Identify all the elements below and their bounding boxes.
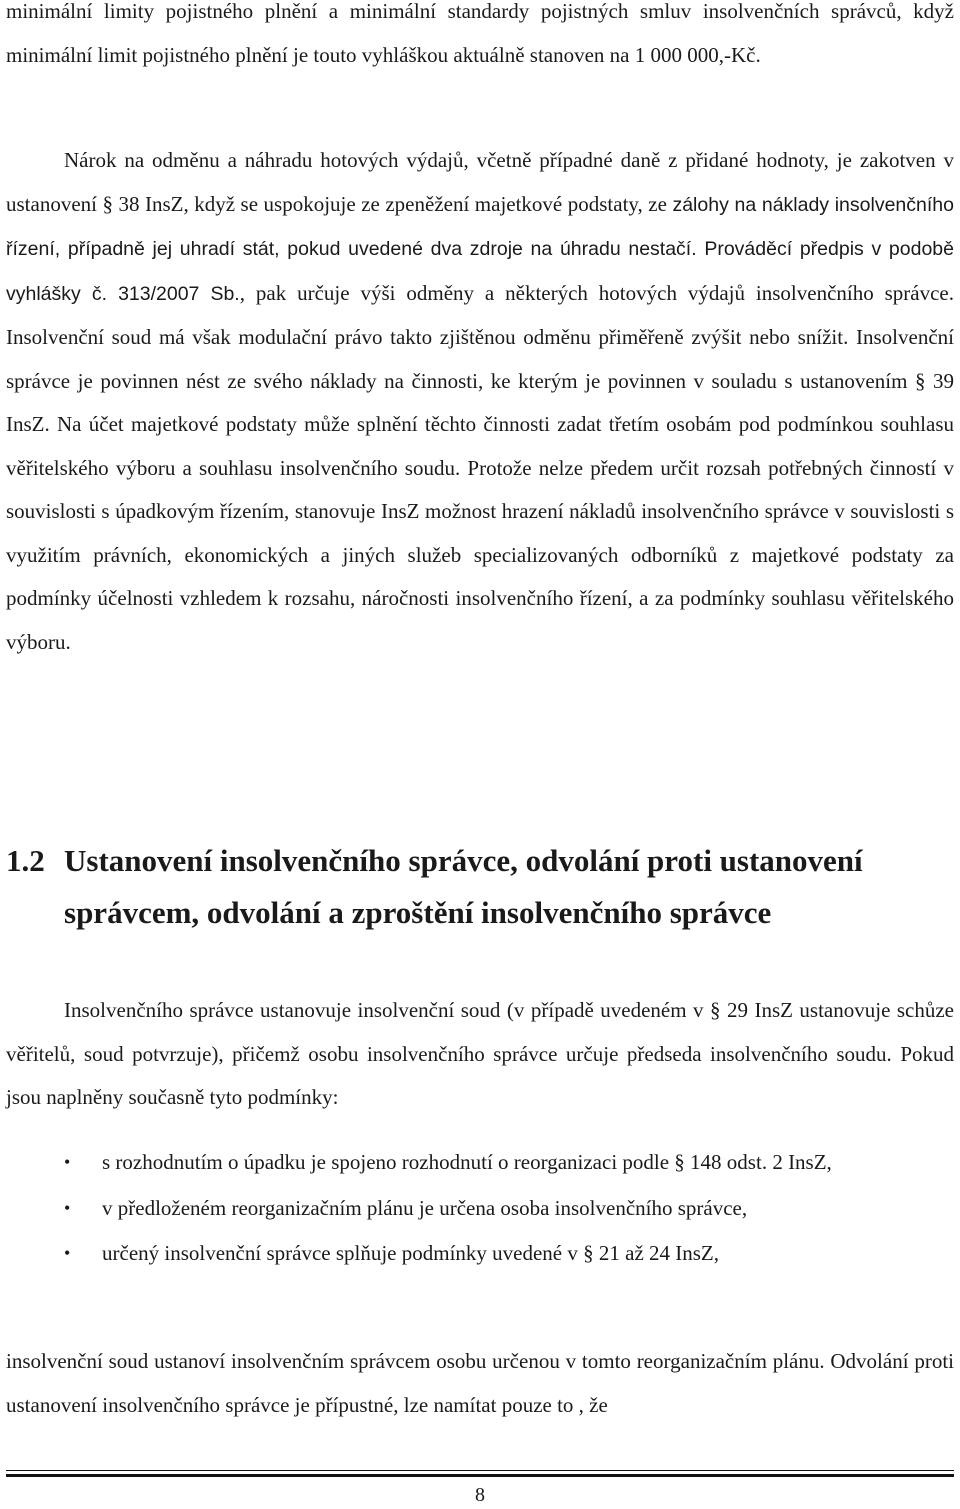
list-item-text: určený insolvenční správce splňuje podmínky uvedené v § 21 až 24 InsZ, — [102, 1241, 720, 1265]
bullet-icon: • — [64, 1152, 71, 1172]
paragraph-text: minimální limity pojistného plnění a minimální standardy pojistných smluv insolvenčních správců, když minimální limit pojistného plnění je touto vyhláškou aktuálně stanoven na 1 000 000,-Kč. — [6, 0, 954, 67]
paragraph-insurance-limits — [6, 0, 954, 77]
paragraph-text-sans: zálohy na náklady insolvenčního řízení, případně jej uhradí stát, pokud uvedené dva zdroje na úhradu nestačí. Prováděcí předpis v podobě vyhlášky č. 313/2007 Sb. — [6, 193, 954, 305]
section-title-line2: správcem, odvolání a zproštění insolvenčního správce — [64, 895, 772, 930]
paragraph-text: insolvenční soud ustanoví insolvenčním správcem osobu určenou v tomto reorganizačním plánu. Odvolání proti ustanovení insolvenčního správce je přípustné, lze namítat pouze to , že — [6, 1349, 954, 1417]
footer-divider — [6, 1470, 954, 1471]
list-item — [0, 1232, 954, 1276]
paragraph-text: Insolvenční správce je povinnen nést ze svého náklady na činnosti, ke kterým je povinnen v souladu s ustanovením § 39 InsZ. Na účet majetkové podstaty může splnění těchto činnosti zadat třetím osobám pod podmínkou souhlasu věřitelského výboru a souhlasu insolvenčního soudu. Protože nelze předem určit rozsah potřebných činností v souvislosti s úpadkovým řízením, stanovuje InsZ možnost hrazení nákladů insolvenčního správce v souvislosti s využitím právních, ekonomických a jiných služeb specializovaných odborníků z majetkové podstaty za podmínky účelnosti vzhledem k rozsahu, náročnosti insolvenčního řízení, a za podmínky souhlasu věřitelského výboru. — [6, 325, 954, 654]
paragraph-text: Pokud jsou naplněny současně tyto podmínky: — [6, 1041, 955, 1109]
section-number: 1.2 — [6, 843, 45, 878]
paragraph-text: , pak určuje výši odměny a některých hotových výdajů insolvenčního správce. Insolvenční soud má však modulační právo takto zjištěnou odměnu přiměřeně zvýšit nebo snížit. — [6, 280, 954, 349]
paragraph-reorganization — [6, 1340, 954, 1427]
bullet-icon: • — [64, 1243, 71, 1263]
list-item-text: v předloženém reorganizačním plánu je určena osoba insolvenčního správce, — [102, 1195, 748, 1220]
section-title-line1: Ustanovení insolvenčního správce, odvolání proti ustanovení — [64, 843, 863, 878]
section-heading — [6, 835, 954, 939]
footer-divider — [6, 1474, 954, 1477]
list-item — [0, 1141, 954, 1185]
paragraph-text: Nárok na odměnu a náhradu hotových výdajů, včetně případné daně z přidané hodnoty, je zakotven v ustanovení § 38 InsZ, když se uspokojuje ze zpeněžení majetkové podstaty, ze — [6, 148, 954, 216]
list-item — [0, 1187, 954, 1231]
bullet-icon: • — [64, 1197, 71, 1218]
page-number: 8 — [475, 1484, 485, 1506]
conditions-list — [0, 1141, 954, 1278]
paragraph-appointment — [6, 989, 954, 1120]
list-item-text: s rozhodnutím o úpadku je spojeno rozhodnutí o reorganizaci podle § 148 odst. 2 InsZ, — [102, 1150, 832, 1174]
paragraph-text: Insolvenčního správce ustanovuje insolvenční soud (v případě uvedeném v § 29 InsZ ustanovuje schůze věřitelů, soud potvrzuje), přičemž osobu insolvenčního správce určuje předseda insolvenčního soudu. — [6, 998, 954, 1066]
paragraph-remuneration — [6, 139, 954, 664]
